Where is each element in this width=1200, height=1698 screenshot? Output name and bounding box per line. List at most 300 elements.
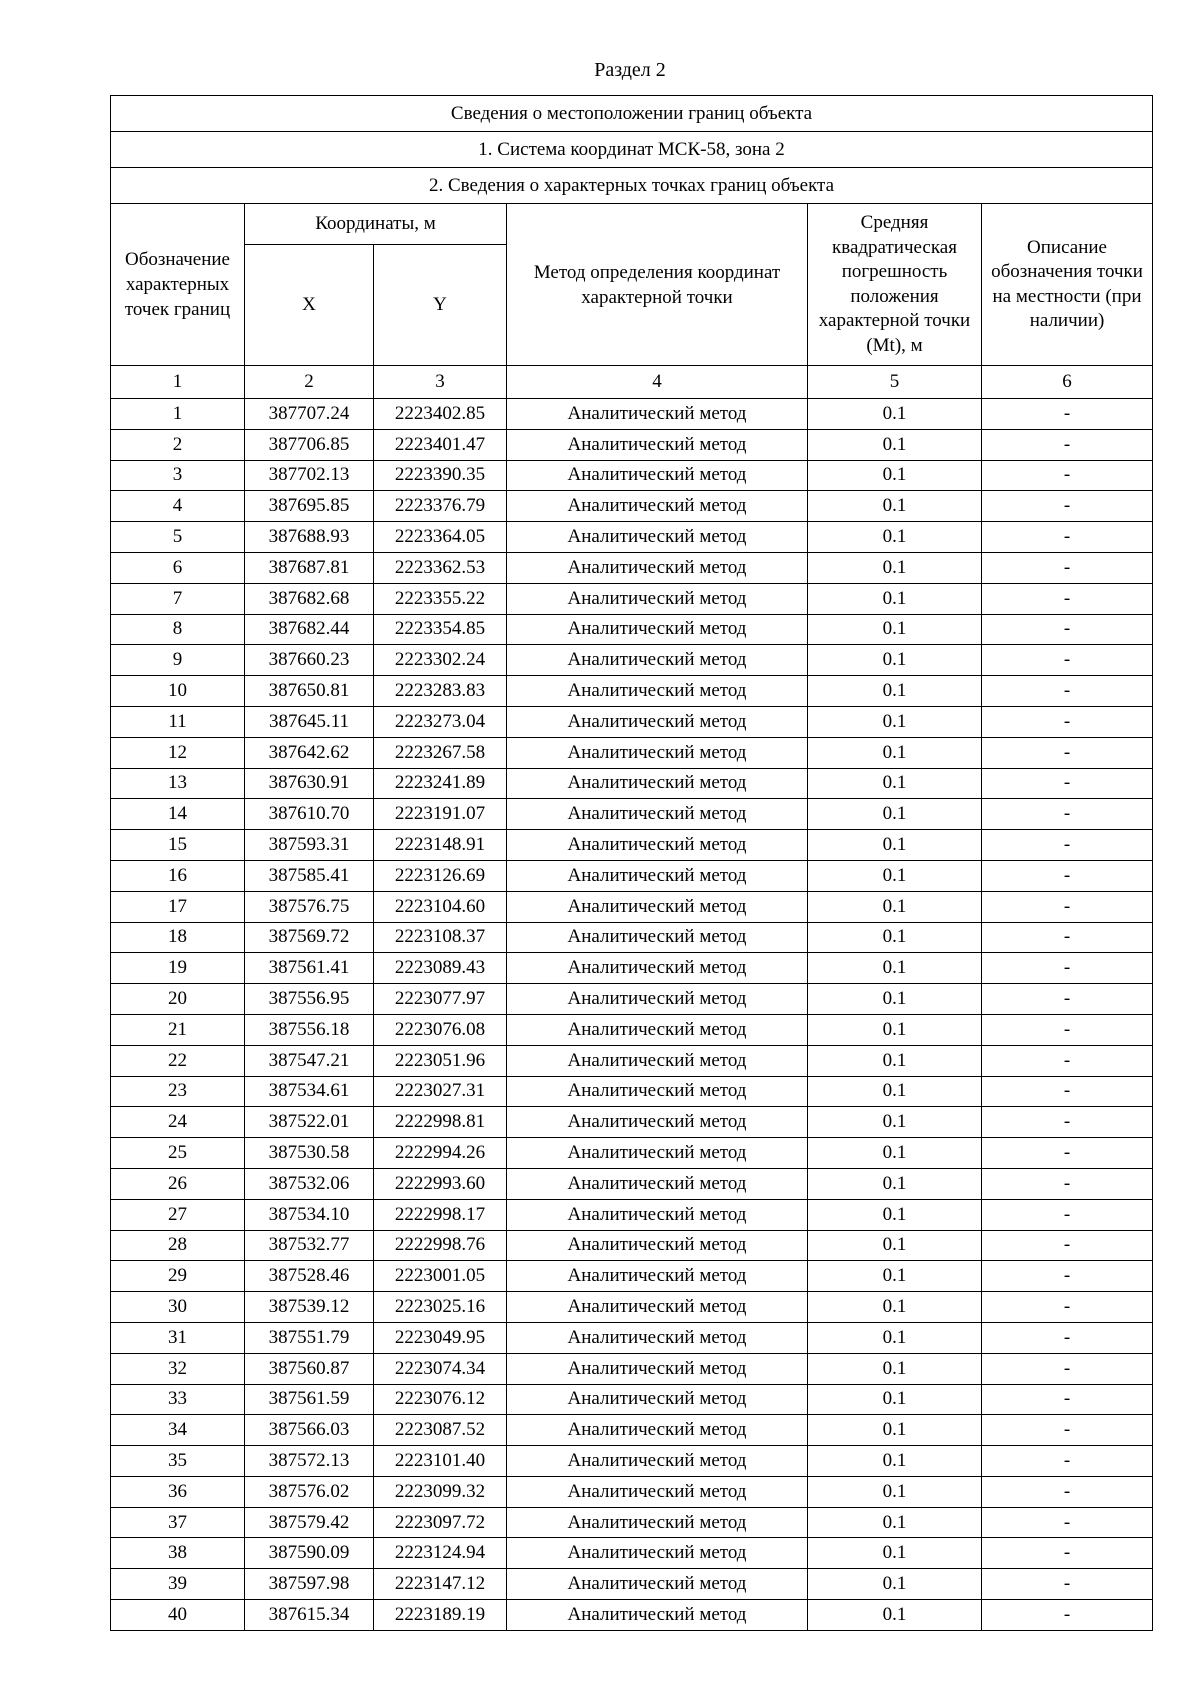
method-cell: Аналитический метод bbox=[507, 891, 808, 922]
accuracy-cell: 0.1 bbox=[808, 399, 982, 430]
header-row-top bbox=[111, 204, 1153, 245]
description-cell: - bbox=[982, 1353, 1153, 1384]
y-coordinate-cell: 2223362.53 bbox=[374, 552, 507, 583]
description-cell: - bbox=[982, 1168, 1153, 1199]
table-row bbox=[111, 614, 1153, 645]
description-cell: - bbox=[982, 922, 1153, 953]
description-cell: - bbox=[982, 676, 1153, 707]
table-row bbox=[111, 1107, 1153, 1138]
method-cell: Аналитический метод bbox=[507, 1076, 808, 1107]
y-coordinate-cell: 2223076.08 bbox=[374, 1014, 507, 1045]
y-coordinate-cell: 2222994.26 bbox=[374, 1138, 507, 1169]
point-number-cell: 18 bbox=[111, 922, 245, 953]
accuracy-cell: 0.1 bbox=[808, 1230, 982, 1261]
x-coordinate-cell: 387597.98 bbox=[245, 1569, 374, 1600]
point-number-cell: 17 bbox=[111, 891, 245, 922]
point-number-cell: 33 bbox=[111, 1384, 245, 1415]
table-row bbox=[111, 522, 1153, 553]
y-coordinate-cell: 2223025.16 bbox=[374, 1292, 507, 1323]
column-numbers-row bbox=[111, 366, 1153, 399]
description-cell: - bbox=[982, 1076, 1153, 1107]
method-cell: Аналитический метод bbox=[507, 799, 808, 830]
method-cell: Аналитический метод bbox=[507, 583, 808, 614]
point-number-cell: 5 bbox=[111, 522, 245, 553]
description-cell: - bbox=[982, 1569, 1153, 1600]
accuracy-cell: 0.1 bbox=[808, 1292, 982, 1323]
description-cell: - bbox=[982, 1384, 1153, 1415]
point-number-cell: 7 bbox=[111, 583, 245, 614]
point-number-cell: 1 bbox=[111, 399, 245, 430]
x-coordinate-cell: 387645.11 bbox=[245, 706, 374, 737]
accuracy-cell: 0.1 bbox=[808, 1476, 982, 1507]
description-cell: - bbox=[982, 1322, 1153, 1353]
description-cell: - bbox=[982, 768, 1153, 799]
header-description: Описание обозначения точки на местности (при наличии) bbox=[982, 204, 1153, 366]
method-cell: Аналитический метод bbox=[507, 614, 808, 645]
method-cell: Аналитический метод bbox=[507, 552, 808, 583]
table-row bbox=[111, 491, 1153, 522]
point-number-cell: 24 bbox=[111, 1107, 245, 1138]
table-row bbox=[111, 1538, 1153, 1569]
method-cell: Аналитический метод bbox=[507, 922, 808, 953]
point-number-cell: 25 bbox=[111, 1138, 245, 1169]
table-row bbox=[111, 1415, 1153, 1446]
table-row bbox=[111, 922, 1153, 953]
heading-coordinate-system: 1. Система координат МСК-58, зона 2 bbox=[111, 132, 1153, 168]
method-cell: Аналитический метод bbox=[507, 1507, 808, 1538]
point-number-cell: 14 bbox=[111, 799, 245, 830]
description-cell: - bbox=[982, 953, 1153, 984]
method-cell: Аналитический метод bbox=[507, 460, 808, 491]
accuracy-cell: 0.1 bbox=[808, 830, 982, 861]
x-coordinate-cell: 387642.62 bbox=[245, 737, 374, 768]
y-coordinate-cell: 2223401.47 bbox=[374, 429, 507, 460]
header-y: Y bbox=[374, 245, 507, 366]
point-number-cell: 32 bbox=[111, 1353, 245, 1384]
accuracy-cell: 0.1 bbox=[808, 583, 982, 614]
y-coordinate-cell: 2223077.97 bbox=[374, 984, 507, 1015]
accuracy-cell: 0.1 bbox=[808, 953, 982, 984]
method-cell: Аналитический метод bbox=[507, 1045, 808, 1076]
x-coordinate-cell: 387556.18 bbox=[245, 1014, 374, 1045]
table-row bbox=[111, 552, 1153, 583]
accuracy-cell: 0.1 bbox=[808, 491, 982, 522]
y-coordinate-cell: 2223001.05 bbox=[374, 1261, 507, 1292]
point-number-cell: 29 bbox=[111, 1261, 245, 1292]
accuracy-cell: 0.1 bbox=[808, 768, 982, 799]
description-cell: - bbox=[982, 984, 1153, 1015]
point-number-cell: 8 bbox=[111, 614, 245, 645]
point-number-cell: 37 bbox=[111, 1507, 245, 1538]
method-cell: Аналитический метод bbox=[507, 860, 808, 891]
y-coordinate-cell: 2223148.91 bbox=[374, 830, 507, 861]
table-row bbox=[111, 399, 1153, 430]
x-coordinate-cell: 387576.75 bbox=[245, 891, 374, 922]
accuracy-cell: 0.1 bbox=[808, 676, 982, 707]
accuracy-cell: 0.1 bbox=[808, 1107, 982, 1138]
table-row bbox=[111, 984, 1153, 1015]
point-number-cell: 11 bbox=[111, 706, 245, 737]
method-cell: Аналитический метод bbox=[507, 706, 808, 737]
description-cell: - bbox=[982, 522, 1153, 553]
accuracy-cell: 0.1 bbox=[808, 460, 982, 491]
method-cell: Аналитический метод bbox=[507, 1476, 808, 1507]
description-cell: - bbox=[982, 460, 1153, 491]
boundary-points-table bbox=[110, 95, 1153, 1631]
table-row bbox=[111, 645, 1153, 676]
table-row bbox=[111, 1322, 1153, 1353]
y-coordinate-cell: 2223051.96 bbox=[374, 1045, 507, 1076]
description-cell: - bbox=[982, 1138, 1153, 1169]
description-cell: - bbox=[982, 1199, 1153, 1230]
table-row bbox=[111, 1507, 1153, 1538]
x-coordinate-cell: 387630.91 bbox=[245, 768, 374, 799]
accuracy-cell: 0.1 bbox=[808, 860, 982, 891]
table-row bbox=[111, 1138, 1153, 1169]
method-cell: Аналитический метод bbox=[507, 1446, 808, 1477]
column-number: 5 bbox=[808, 366, 982, 399]
description-cell: - bbox=[982, 645, 1153, 676]
method-cell: Аналитический метод bbox=[507, 1353, 808, 1384]
description-cell: - bbox=[982, 1292, 1153, 1323]
description-cell: - bbox=[982, 1507, 1153, 1538]
method-cell: Аналитический метод bbox=[507, 1384, 808, 1415]
column-number: 6 bbox=[982, 366, 1153, 399]
y-coordinate-cell: 2223124.94 bbox=[374, 1538, 507, 1569]
method-cell: Аналитический метод bbox=[507, 429, 808, 460]
x-coordinate-cell: 387556.95 bbox=[245, 984, 374, 1015]
x-coordinate-cell: 387561.59 bbox=[245, 1384, 374, 1415]
point-number-cell: 6 bbox=[111, 552, 245, 583]
y-coordinate-cell: 2223302.24 bbox=[374, 645, 507, 676]
point-number-cell: 30 bbox=[111, 1292, 245, 1323]
method-cell: Аналитический метод bbox=[507, 1230, 808, 1261]
y-coordinate-cell: 2223273.04 bbox=[374, 706, 507, 737]
method-cell: Аналитический метод bbox=[507, 645, 808, 676]
table-row bbox=[111, 460, 1153, 491]
table-row bbox=[111, 1230, 1153, 1261]
x-coordinate-cell: 387539.12 bbox=[245, 1292, 374, 1323]
method-cell: Аналитический метод bbox=[507, 1415, 808, 1446]
y-coordinate-cell: 2223126.69 bbox=[374, 860, 507, 891]
x-coordinate-cell: 387610.70 bbox=[245, 799, 374, 830]
y-coordinate-cell: 2223355.22 bbox=[374, 583, 507, 614]
x-coordinate-cell: 387522.01 bbox=[245, 1107, 374, 1138]
y-coordinate-cell: 2223390.35 bbox=[374, 460, 507, 491]
description-cell: - bbox=[982, 830, 1153, 861]
table-row bbox=[111, 799, 1153, 830]
x-coordinate-cell: 387688.93 bbox=[245, 522, 374, 553]
method-cell: Аналитический метод bbox=[507, 1199, 808, 1230]
section-title: Раздел 2 bbox=[594, 59, 666, 81]
accuracy-cell: 0.1 bbox=[808, 922, 982, 953]
accuracy-cell: 0.1 bbox=[808, 799, 982, 830]
y-coordinate-cell: 2223049.95 bbox=[374, 1322, 507, 1353]
description-cell: - bbox=[982, 614, 1153, 645]
x-coordinate-cell: 387576.02 bbox=[245, 1476, 374, 1507]
method-cell: Аналитический метод bbox=[507, 953, 808, 984]
y-coordinate-cell: 2222998.81 bbox=[374, 1107, 507, 1138]
header-point-designation: Обозначение характерных точек границ bbox=[111, 204, 245, 366]
x-coordinate-cell: 387560.87 bbox=[245, 1353, 374, 1384]
x-coordinate-cell: 387590.09 bbox=[245, 1538, 374, 1569]
accuracy-cell: 0.1 bbox=[808, 1322, 982, 1353]
table-row bbox=[111, 1569, 1153, 1600]
method-cell: Аналитический метод bbox=[507, 399, 808, 430]
accuracy-cell: 0.1 bbox=[808, 1261, 982, 1292]
table-row bbox=[111, 1292, 1153, 1323]
header-method: Метод определения координат характерной точки bbox=[507, 204, 808, 366]
point-number-cell: 13 bbox=[111, 768, 245, 799]
y-coordinate-cell: 2223074.34 bbox=[374, 1353, 507, 1384]
table-row bbox=[111, 1476, 1153, 1507]
method-cell: Аналитический метод bbox=[507, 1292, 808, 1323]
y-coordinate-cell: 2222998.17 bbox=[374, 1199, 507, 1230]
x-coordinate-cell: 387534.61 bbox=[245, 1076, 374, 1107]
y-coordinate-cell: 2223097.72 bbox=[374, 1507, 507, 1538]
table-row bbox=[111, 1014, 1153, 1045]
y-coordinate-cell: 2223283.83 bbox=[374, 676, 507, 707]
point-number-cell: 12 bbox=[111, 737, 245, 768]
table-body bbox=[111, 96, 1153, 1631]
point-number-cell: 38 bbox=[111, 1538, 245, 1569]
point-number-cell: 23 bbox=[111, 1076, 245, 1107]
y-coordinate-cell: 2223354.85 bbox=[374, 614, 507, 645]
y-coordinate-cell: 2223087.52 bbox=[374, 1415, 507, 1446]
description-cell: - bbox=[982, 860, 1153, 891]
accuracy-cell: 0.1 bbox=[808, 1600, 982, 1631]
y-coordinate-cell: 2223402.85 bbox=[374, 399, 507, 430]
point-number-cell: 34 bbox=[111, 1415, 245, 1446]
point-number-cell: 22 bbox=[111, 1045, 245, 1076]
accuracy-cell: 0.1 bbox=[808, 1507, 982, 1538]
y-coordinate-cell: 2223108.37 bbox=[374, 922, 507, 953]
table-row bbox=[111, 1168, 1153, 1199]
method-cell: Аналитический метод bbox=[507, 491, 808, 522]
x-coordinate-cell: 387561.41 bbox=[245, 953, 374, 984]
description-cell: - bbox=[982, 552, 1153, 583]
accuracy-cell: 0.1 bbox=[808, 737, 982, 768]
y-coordinate-cell: 2223147.12 bbox=[374, 1569, 507, 1600]
x-coordinate-cell: 387532.06 bbox=[245, 1168, 374, 1199]
accuracy-cell: 0.1 bbox=[808, 1569, 982, 1600]
description-cell: - bbox=[982, 1230, 1153, 1261]
accuracy-cell: 0.1 bbox=[808, 614, 982, 645]
x-coordinate-cell: 387579.42 bbox=[245, 1507, 374, 1538]
description-cell: - bbox=[982, 1107, 1153, 1138]
table-row bbox=[111, 860, 1153, 891]
table-row bbox=[111, 1446, 1153, 1477]
y-coordinate-cell: 2223076.12 bbox=[374, 1384, 507, 1415]
y-coordinate-cell: 2223241.89 bbox=[374, 768, 507, 799]
y-coordinate-cell: 2223364.05 bbox=[374, 522, 507, 553]
table-row bbox=[111, 1353, 1153, 1384]
accuracy-cell: 0.1 bbox=[808, 1014, 982, 1045]
x-coordinate-cell: 387551.79 bbox=[245, 1322, 374, 1353]
point-number-cell: 26 bbox=[111, 1168, 245, 1199]
method-cell: Аналитический метод bbox=[507, 1014, 808, 1045]
y-coordinate-cell: 2223376.79 bbox=[374, 491, 507, 522]
method-cell: Аналитический метод bbox=[507, 737, 808, 768]
x-coordinate-cell: 387682.68 bbox=[245, 583, 374, 614]
accuracy-cell: 0.1 bbox=[808, 984, 982, 1015]
header-x: X bbox=[245, 245, 374, 366]
column-number: 4 bbox=[507, 366, 808, 399]
x-coordinate-cell: 387706.85 bbox=[245, 429, 374, 460]
column-number: 2 bbox=[245, 366, 374, 399]
header-accuracy: Средняя квадратическая погрешность положения характерной точки (Mt), м bbox=[808, 204, 982, 366]
accuracy-cell: 0.1 bbox=[808, 552, 982, 583]
x-coordinate-cell: 387593.31 bbox=[245, 830, 374, 861]
description-cell: - bbox=[982, 1045, 1153, 1076]
point-number-cell: 40 bbox=[111, 1600, 245, 1631]
description-cell: - bbox=[982, 583, 1153, 614]
table-row bbox=[111, 737, 1153, 768]
x-coordinate-cell: 387702.13 bbox=[245, 460, 374, 491]
accuracy-cell: 0.1 bbox=[808, 1415, 982, 1446]
accuracy-cell: 0.1 bbox=[808, 1138, 982, 1169]
accuracy-cell: 0.1 bbox=[808, 429, 982, 460]
accuracy-cell: 0.1 bbox=[808, 645, 982, 676]
method-cell: Аналитический метод bbox=[507, 1538, 808, 1569]
method-cell: Аналитический метод bbox=[507, 1107, 808, 1138]
point-number-cell: 39 bbox=[111, 1569, 245, 1600]
x-coordinate-cell: 387530.58 bbox=[245, 1138, 374, 1169]
table-row bbox=[111, 1600, 1153, 1631]
table-row bbox=[111, 768, 1153, 799]
accuracy-cell: 0.1 bbox=[808, 1538, 982, 1569]
table-row bbox=[111, 429, 1153, 460]
x-coordinate-cell: 387547.21 bbox=[245, 1045, 374, 1076]
accuracy-cell: 0.1 bbox=[808, 891, 982, 922]
column-number: 1 bbox=[111, 366, 245, 399]
point-number-cell: 16 bbox=[111, 860, 245, 891]
x-coordinate-cell: 387572.13 bbox=[245, 1446, 374, 1477]
table-row bbox=[111, 676, 1153, 707]
heading-characteristic-points: 2. Сведения о характерных точках границ объекта bbox=[111, 168, 1153, 204]
table-row bbox=[111, 1384, 1153, 1415]
x-coordinate-cell: 387660.23 bbox=[245, 645, 374, 676]
accuracy-cell: 0.1 bbox=[808, 1168, 982, 1199]
method-cell: Аналитический метод bbox=[507, 830, 808, 861]
point-number-cell: 27 bbox=[111, 1199, 245, 1230]
point-number-cell: 4 bbox=[111, 491, 245, 522]
accuracy-cell: 0.1 bbox=[808, 1384, 982, 1415]
description-cell: - bbox=[982, 1014, 1153, 1045]
point-number-cell: 21 bbox=[111, 1014, 245, 1045]
point-number-cell: 9 bbox=[111, 645, 245, 676]
y-coordinate-cell: 2223267.58 bbox=[374, 737, 507, 768]
table-row bbox=[111, 1199, 1153, 1230]
y-coordinate-cell: 2223104.60 bbox=[374, 891, 507, 922]
accuracy-cell: 0.1 bbox=[808, 1446, 982, 1477]
point-number-cell: 2 bbox=[111, 429, 245, 460]
column-number: 3 bbox=[374, 366, 507, 399]
description-cell: - bbox=[982, 429, 1153, 460]
y-coordinate-cell: 2223027.31 bbox=[374, 1076, 507, 1107]
x-coordinate-cell: 387528.46 bbox=[245, 1261, 374, 1292]
accuracy-cell: 0.1 bbox=[808, 1045, 982, 1076]
x-coordinate-cell: 387687.81 bbox=[245, 552, 374, 583]
table-row bbox=[111, 830, 1153, 861]
description-cell: - bbox=[982, 1446, 1153, 1477]
header-coordinates: Координаты, м bbox=[245, 204, 507, 245]
x-coordinate-cell: 387532.77 bbox=[245, 1230, 374, 1261]
method-cell: Аналитический метод bbox=[507, 1138, 808, 1169]
table-row bbox=[111, 706, 1153, 737]
description-cell: - bbox=[982, 891, 1153, 922]
x-coordinate-cell: 387585.41 bbox=[245, 860, 374, 891]
method-cell: Аналитический метод bbox=[507, 522, 808, 553]
description-cell: - bbox=[982, 799, 1153, 830]
description-cell: - bbox=[982, 1415, 1153, 1446]
heading-location: Сведения о местоположении границ объекта bbox=[111, 96, 1153, 132]
table-row bbox=[111, 1261, 1153, 1292]
point-number-cell: 15 bbox=[111, 830, 245, 861]
point-number-cell: 36 bbox=[111, 1476, 245, 1507]
accuracy-cell: 0.1 bbox=[808, 1353, 982, 1384]
accuracy-cell: 0.1 bbox=[808, 1199, 982, 1230]
x-coordinate-cell: 387707.24 bbox=[245, 399, 374, 430]
table-row bbox=[111, 1045, 1153, 1076]
point-number-cell: 10 bbox=[111, 676, 245, 707]
table-row bbox=[111, 953, 1153, 984]
point-number-cell: 20 bbox=[111, 984, 245, 1015]
method-cell: Аналитический метод bbox=[507, 768, 808, 799]
x-coordinate-cell: 387682.44 bbox=[245, 614, 374, 645]
point-number-cell: 19 bbox=[111, 953, 245, 984]
y-coordinate-cell: 2223191.07 bbox=[374, 799, 507, 830]
x-coordinate-cell: 387695.85 bbox=[245, 491, 374, 522]
y-coordinate-cell: 2222998.76 bbox=[374, 1230, 507, 1261]
method-cell: Аналитический метод bbox=[507, 1168, 808, 1199]
description-cell: - bbox=[982, 1538, 1153, 1569]
y-coordinate-cell: 2223099.32 bbox=[374, 1476, 507, 1507]
point-number-cell: 3 bbox=[111, 460, 245, 491]
y-coordinate-cell: 2223089.43 bbox=[374, 953, 507, 984]
table-row bbox=[111, 891, 1153, 922]
description-cell: - bbox=[982, 1476, 1153, 1507]
accuracy-cell: 0.1 bbox=[808, 1076, 982, 1107]
description-cell: - bbox=[982, 1600, 1153, 1631]
x-coordinate-cell: 387566.03 bbox=[245, 1415, 374, 1446]
description-cell: - bbox=[982, 706, 1153, 737]
table-row bbox=[111, 583, 1153, 614]
method-cell: Аналитический метод bbox=[507, 1600, 808, 1631]
heading-row-points bbox=[111, 168, 1153, 204]
method-cell: Аналитический метод bbox=[507, 676, 808, 707]
description-cell: - bbox=[982, 399, 1153, 430]
description-cell: - bbox=[982, 1261, 1153, 1292]
x-coordinate-cell: 387615.34 bbox=[245, 1600, 374, 1631]
point-number-cell: 35 bbox=[111, 1446, 245, 1477]
accuracy-cell: 0.1 bbox=[808, 706, 982, 737]
heading-row-coordinate-system bbox=[111, 132, 1153, 168]
description-cell: - bbox=[982, 737, 1153, 768]
y-coordinate-cell: 2223101.40 bbox=[374, 1446, 507, 1477]
method-cell: Аналитический метод bbox=[507, 984, 808, 1015]
point-number-cell: 28 bbox=[111, 1230, 245, 1261]
method-cell: Аналитический метод bbox=[507, 1569, 808, 1600]
description-cell: - bbox=[982, 491, 1153, 522]
point-number-cell: 31 bbox=[111, 1322, 245, 1353]
accuracy-cell: 0.1 bbox=[808, 522, 982, 553]
heading-row-location bbox=[111, 96, 1153, 132]
method-cell: Аналитический метод bbox=[507, 1261, 808, 1292]
table-row bbox=[111, 1076, 1153, 1107]
y-coordinate-cell: 2223189.19 bbox=[374, 1600, 507, 1631]
x-coordinate-cell: 387650.81 bbox=[245, 676, 374, 707]
